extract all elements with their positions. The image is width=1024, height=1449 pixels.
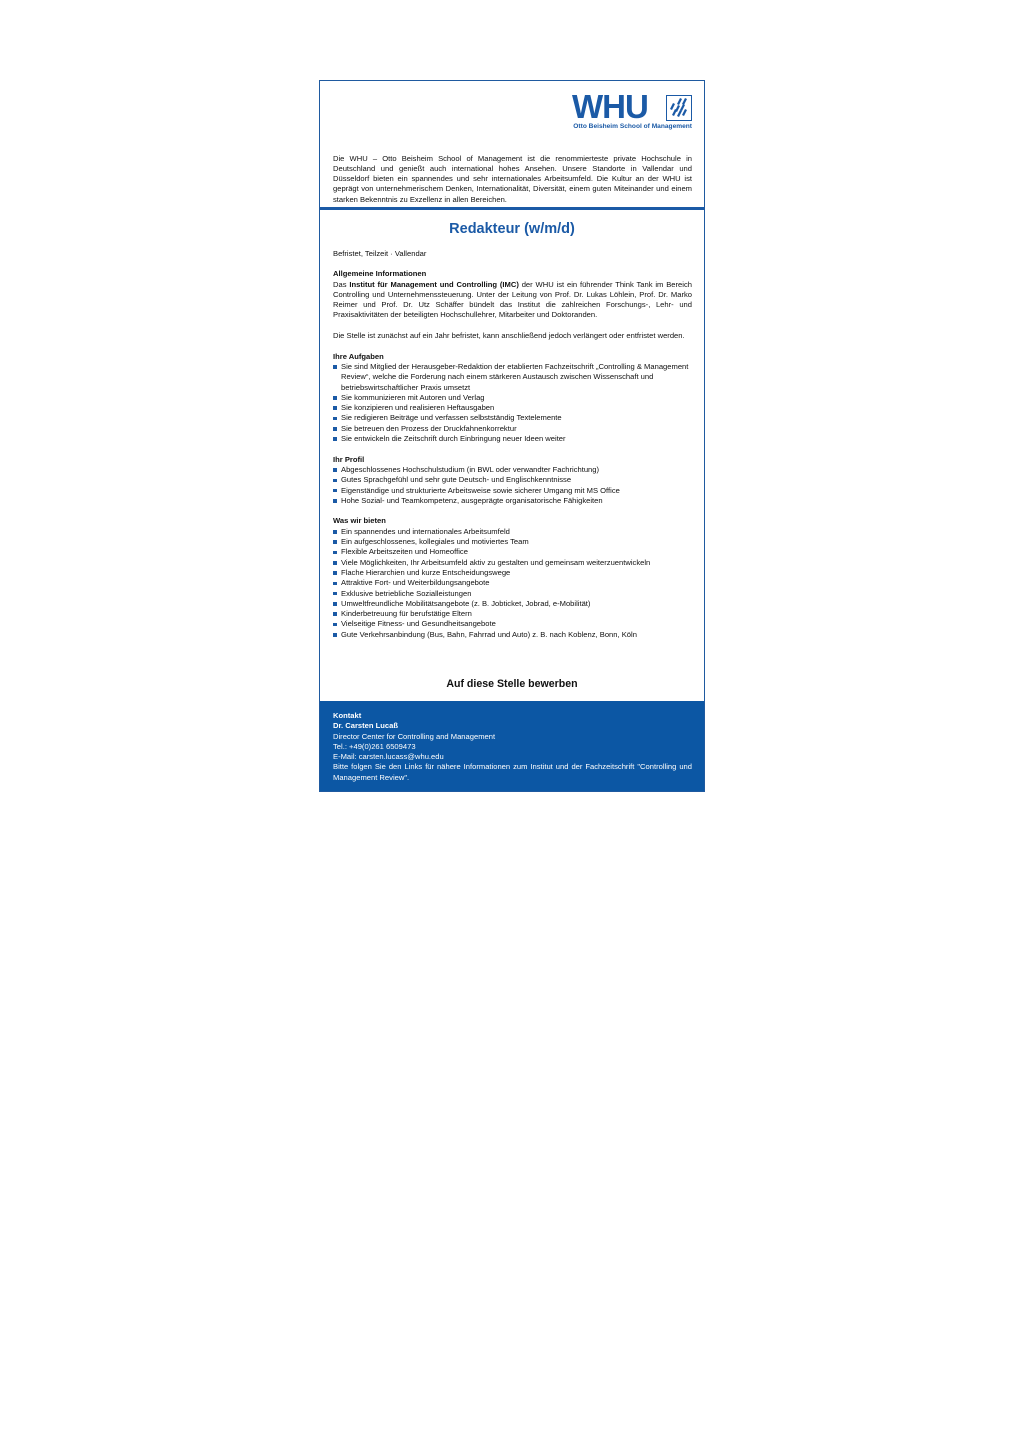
tasks-heading: Ihre Aufgaben	[333, 351, 384, 361]
logo-subtitle: Otto Beisheim School of Management	[573, 123, 692, 130]
logo-wordmark: WHU	[572, 88, 648, 125]
contact-block	[333, 711, 692, 783]
list-item: Umweltfreundliche Mobilitätsangebote (z. B. Jobticket, Jobrad, e-Mobilität)	[333, 599, 692, 609]
list-item: Flexible Arbeitszeiten und Homeoffice	[333, 547, 692, 557]
whu-logo[interactable]	[572, 88, 692, 133]
job-meta: Befristet, Teilzeit · Vallendar	[333, 249, 427, 258]
list-item: Attraktive Fort- und Weiterbildungsangebote	[333, 578, 692, 588]
whu-logo-icon	[666, 95, 692, 121]
list-item: Ein spannendes und internationales Arbeitsumfeld	[333, 527, 692, 537]
tasks-list	[333, 362, 692, 444]
list-item: Sie betreuen den Prozess der Druckfahnenkorrektur	[333, 424, 692, 434]
list-item: Ein aufgeschlossenes, kollegiales und motiviertes Team	[333, 537, 692, 547]
list-item: Sie sind Mitglied der Herausgeber-Redaktion der etablierten Fachzeitschrift „Controlling & Management Review“, welche die Forderung nach einem stärkeren Austausch zwischen Wissenschaft und betriebswirtschaftlicher Praxis umsetzt	[333, 362, 692, 393]
general-heading: Allgemeine Informationen	[333, 269, 427, 279]
profile-heading: Ihr Profil	[333, 454, 365, 464]
list-item: Vielseitige Fitness- und Gesundheitsangebote	[333, 619, 692, 629]
apply-link[interactable]: Auf diese Stelle bewerben	[446, 678, 578, 690]
spacer	[333, 341, 692, 351]
list-item: Hohe Sozial- und Teamkompetenz, ausgeprägte organisatorische Fähigkeiten	[333, 496, 692, 506]
general-p1-post: der WHU ist ein führender Think Tank im Bereich Controlling und Unternehmenssteuerung. Unter der Leitung von Prof. Dr. Lukas Löhlein, Prof. Dr. Marko Reimer und Prof. Dr. Utz Schäffer bündelt das Institut die zahlreichen Forschungs-, Lehr- und Praxisaktivitäten der beteiligten Hochschullehrer, Mitarbeiter und Doktoranden.	[333, 279, 692, 320]
list-item: Abgeschlossenes Hochschulstudium (in BWL oder verwandter Fachrichtung)	[333, 465, 692, 475]
offer-heading: Was wir bieten	[333, 516, 386, 526]
contact-name: Dr. Carsten Lucaß	[333, 721, 398, 731]
contact-note: Bitte folgen Sie den Links für nähere Informationen zum Institut und der Fachzeitschrift "Controlling und Management Review".	[333, 762, 692, 782]
institute-name: Institut für Management und Controlling (IMC)	[349, 279, 519, 289]
list-item: Gutes Sprachgefühl und sehr gute Deutsch- und Englischkenntnisse	[333, 475, 692, 485]
contact-heading: Kontakt	[333, 711, 362, 720]
intro-text: Die WHU – Otto Beisheim School of Management ist die renommierteste private Hochschule in Deutschland und genießt auch international hohes Ansehen. Unsere Standorte in Vallendar und Düsseldorf bieten ein spannendes und sehr internationales Arbeitsumfeld. Die Kultur an der WHU ist geprägt von unternehmerischem Denken, Internationalität, Diversität, einem guten Miteinander und einem starken Bekenntnis zu Exzellenz in allen Bereichen.	[333, 153, 692, 204]
offer-list	[333, 527, 692, 640]
general-paragraph-2: Die Stelle ist zunächst auf ein Jahr befristet, kann anschließend jedoch verlängert oder entfristet werden.	[333, 331, 685, 341]
list-item: Sie entwickeln die Zeitschrift durch Einbringung neuer Ideen weiter	[333, 434, 692, 444]
contact-phone: Tel.: +49(0)261 6509473	[333, 741, 416, 751]
contact-footer	[320, 701, 704, 791]
list-item: Flache Hierarchien und kurze Entscheidungswege	[333, 568, 692, 578]
contact-role: Director Center for Controlling and Management	[333, 731, 496, 741]
spacer	[333, 506, 692, 516]
list-item: Kinderbetreuung für berufstätige Eltern	[333, 609, 692, 619]
list-item: Viele Möglichkeiten, Ihr Arbeitsumfeld aktiv zu gestalten und gemeinsam weiterzuentwickeln	[333, 558, 692, 568]
list-item: Sie konzipieren und realisieren Heftausgaben	[333, 403, 692, 413]
contact-email-link[interactable]: E-Mail: carsten.lucass@whu.edu	[333, 752, 444, 762]
general-paragraph-1	[333, 280, 692, 321]
general-p1-pre: Das	[333, 279, 350, 289]
profile-list	[333, 465, 692, 506]
list-item: Eigenständige und strukturierte Arbeitsweise sowie sicherer Umgang mit MS Office	[333, 486, 692, 496]
list-item: Gute Verkehrsanbindung (Bus, Bahn, Fahrrad und Auto) z. B. nach Koblenz, Bonn, Köln	[333, 630, 692, 640]
spacer	[333, 444, 692, 454]
spacer	[333, 321, 692, 331]
logo-mark-graphic	[667, 96, 690, 119]
job-content	[333, 249, 692, 640]
header-divider	[320, 207, 704, 210]
list-item: Sie kommunizieren mit Autoren und Verlag	[333, 393, 692, 403]
list-item: Sie redigieren Beiträge und verfassen selbstständig Textelemente	[333, 413, 692, 423]
job-title: Redakteur (w/m/d)	[449, 221, 575, 237]
list-item: Exklusive betriebliche Sozialleistungen	[333, 589, 692, 599]
job-posting-card	[319, 80, 705, 792]
